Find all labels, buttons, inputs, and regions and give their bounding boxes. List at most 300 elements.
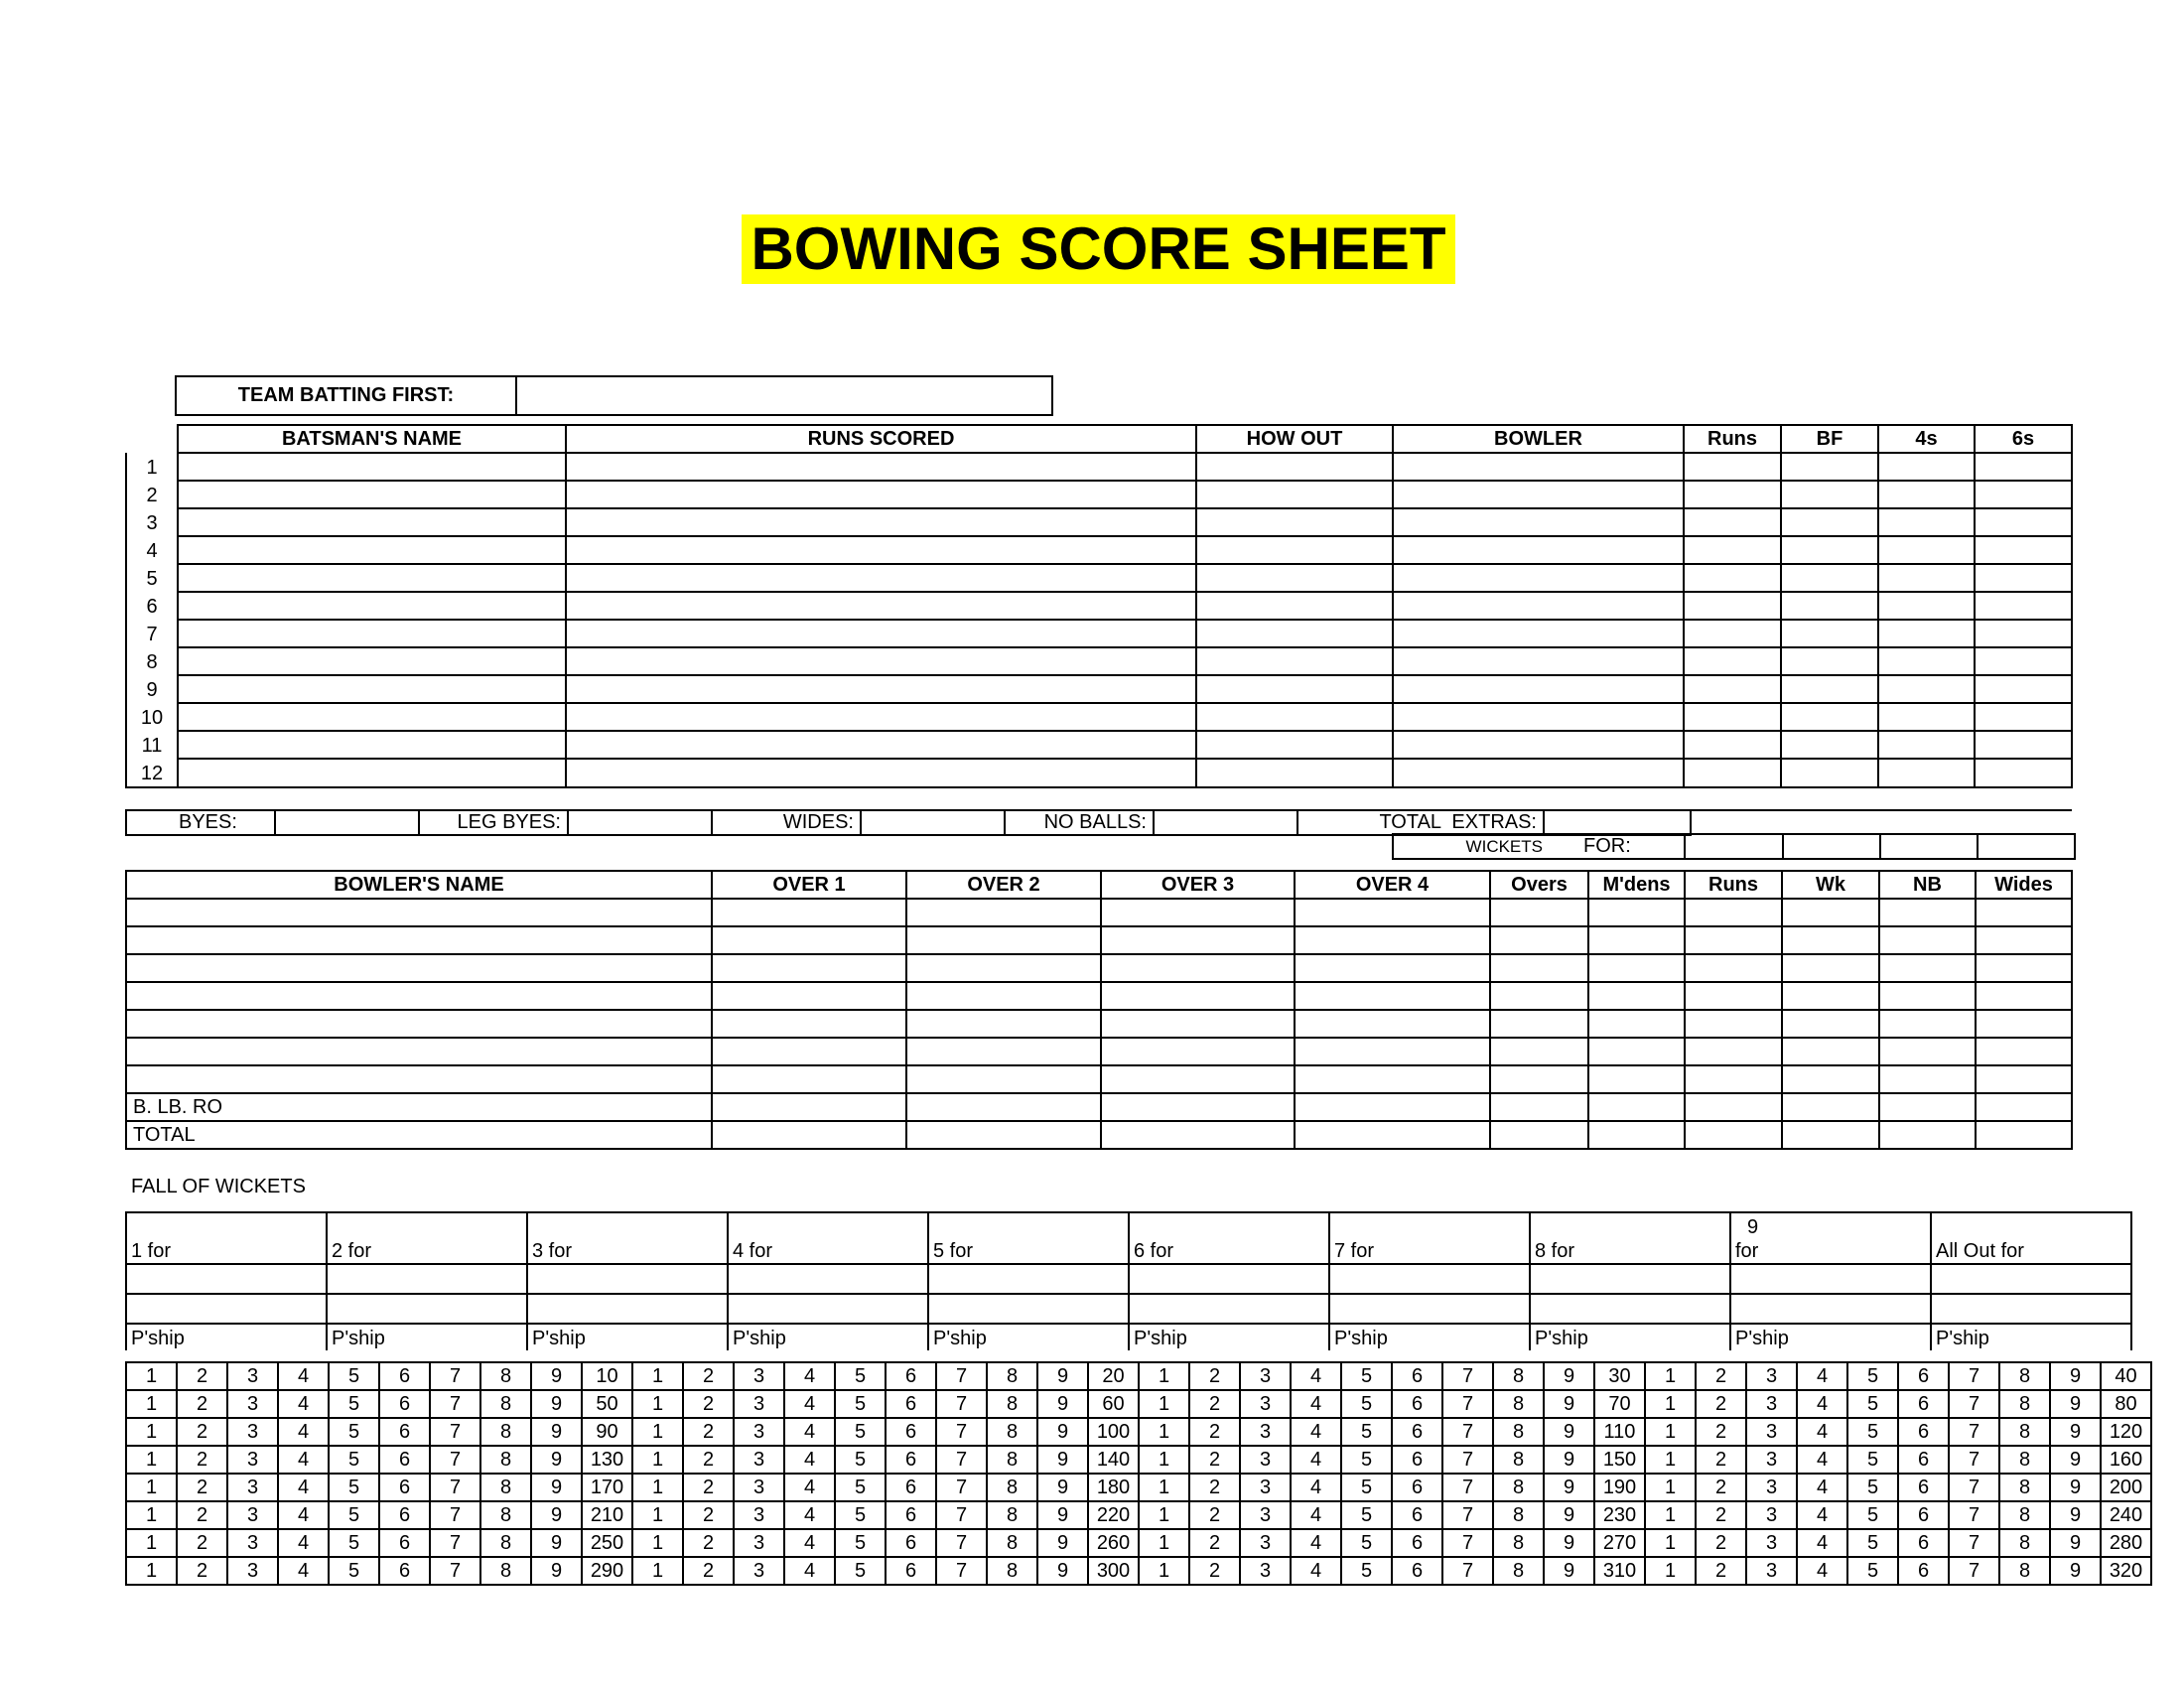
tally-cell[interactable]: 4 <box>278 1418 329 1446</box>
tally-cell[interactable]: 110 <box>1594 1418 1645 1446</box>
wickets-cell[interactable] <box>1782 1038 1879 1065</box>
tally-cell[interactable]: 3 <box>1746 1418 1797 1446</box>
runs-cell[interactable] <box>1684 536 1781 564</box>
tally-cell[interactable]: 3 <box>734 1529 784 1557</box>
tally-cell[interactable]: 4 <box>278 1362 329 1390</box>
tally-cell[interactable]: 2 <box>683 1501 734 1529</box>
tally-cell[interactable]: 7 <box>430 1362 480 1390</box>
runs-scored-cell[interactable] <box>566 647 1196 675</box>
no-balls-cell[interactable] <box>1879 954 1976 982</box>
tally-cell[interactable]: 5 <box>329 1557 379 1585</box>
tally-cell[interactable]: 9 <box>531 1529 582 1557</box>
batsman-name-cell[interactable] <box>178 647 566 675</box>
runs-cell[interactable] <box>1685 1065 1782 1093</box>
tally-cell[interactable]: 260 <box>1088 1529 1139 1557</box>
tally-cell[interactable]: 9 <box>1037 1529 1088 1557</box>
tally-cell[interactable]: 1 <box>1139 1529 1189 1557</box>
tally-cell[interactable]: 9 <box>2050 1362 2101 1390</box>
tally-cell[interactable]: 8 <box>987 1501 1037 1529</box>
tally-cell[interactable]: 5 <box>1341 1446 1392 1474</box>
tally-cell[interactable]: 7 <box>1442 1501 1493 1529</box>
how-out-cell[interactable] <box>1196 647 1393 675</box>
tally-cell[interactable]: 9 <box>1544 1390 1594 1418</box>
bowler-cell[interactable] <box>1393 675 1684 703</box>
fours-cell[interactable] <box>1878 731 1975 759</box>
tally-cell[interactable]: 9 <box>2050 1557 2101 1585</box>
tally-cell[interactable]: 5 <box>1847 1446 1898 1474</box>
tally-cell[interactable]: 3 <box>734 1557 784 1585</box>
tally-cell[interactable]: 7 <box>1949 1390 1999 1418</box>
tally-cell[interactable]: 5 <box>835 1446 886 1474</box>
tally-cell[interactable]: 6 <box>379 1418 430 1446</box>
bowler-name-cell[interactable] <box>126 926 712 954</box>
tally-cell[interactable]: 6 <box>1392 1529 1442 1557</box>
tally-cell[interactable]: 5 <box>1847 1362 1898 1390</box>
tally-cell[interactable]: 90 <box>582 1418 632 1446</box>
sixes-cell[interactable] <box>1975 592 2072 620</box>
no-balls-cell[interactable] <box>1879 1038 1976 1065</box>
tally-cell[interactable]: 1 <box>1139 1474 1189 1501</box>
fow-entry-cell[interactable] <box>1931 1264 2131 1294</box>
tally-cell[interactable]: 280 <box>2101 1529 2151 1557</box>
tally-cell[interactable]: 5 <box>1341 1501 1392 1529</box>
over-1-cell[interactable] <box>712 1038 906 1065</box>
tally-cell[interactable]: 2 <box>177 1418 227 1446</box>
tally-cell[interactable]: 4 <box>1797 1474 1847 1501</box>
maidens-cell[interactable] <box>1588 1121 1685 1149</box>
runs-cell[interactable] <box>1685 899 1782 926</box>
bowler-name-cell[interactable] <box>126 1065 712 1093</box>
tally-cell[interactable]: 1 <box>126 1474 177 1501</box>
tally-cell[interactable]: 8 <box>1999 1557 2050 1585</box>
tally-cell[interactable]: 8 <box>987 1529 1037 1557</box>
tally-cell[interactable]: 8 <box>480 1529 531 1557</box>
tally-cell[interactable]: 6 <box>1392 1557 1442 1585</box>
tally-cell[interactable]: 300 <box>1088 1557 1139 1585</box>
tally-cell[interactable]: 5 <box>1847 1529 1898 1557</box>
tally-cell[interactable]: 1 <box>632 1446 683 1474</box>
tally-cell[interactable]: 2 <box>683 1390 734 1418</box>
tally-cell[interactable]: 1 <box>1139 1557 1189 1585</box>
bowler-name-cell[interactable] <box>126 899 712 926</box>
tally-cell[interactable]: 3 <box>1746 1362 1797 1390</box>
no-balls-cell[interactable] <box>1879 1010 1976 1038</box>
tally-cell[interactable]: 9 <box>1037 1446 1088 1474</box>
tally-cell[interactable]: 2 <box>177 1362 227 1390</box>
total-extras-field[interactable] <box>1544 810 1691 835</box>
bf-cell[interactable] <box>1781 481 1878 508</box>
tally-cell[interactable]: 3 <box>227 1557 278 1585</box>
tally-cell[interactable]: 1 <box>632 1557 683 1585</box>
tally-cell[interactable]: 6 <box>1392 1474 1442 1501</box>
fow-entry-cell[interactable] <box>327 1294 527 1324</box>
tally-cell[interactable]: 6 <box>886 1390 936 1418</box>
sixes-cell[interactable] <box>1975 675 2072 703</box>
over-2-cell[interactable] <box>906 1038 1101 1065</box>
tally-cell[interactable]: 3 <box>227 1529 278 1557</box>
tally-cell[interactable]: 1 <box>126 1501 177 1529</box>
bowler-name-cell[interactable] <box>126 954 712 982</box>
batsman-name-cell[interactable] <box>178 675 566 703</box>
tally-cell[interactable]: 5 <box>835 1390 886 1418</box>
how-out-cell[interactable] <box>1196 703 1393 731</box>
fow-entry-cell[interactable] <box>928 1264 1129 1294</box>
tally-cell[interactable]: 9 <box>1544 1557 1594 1585</box>
tally-cell[interactable]: 5 <box>1847 1390 1898 1418</box>
overs-cell[interactable] <box>1490 1121 1588 1149</box>
tally-cell[interactable]: 6 <box>886 1474 936 1501</box>
tally-cell[interactable]: 8 <box>480 1474 531 1501</box>
wides-cell[interactable] <box>1976 982 2072 1010</box>
tally-cell[interactable]: 4 <box>1797 1390 1847 1418</box>
fow-entry-cell[interactable] <box>1730 1264 1931 1294</box>
over-4-cell[interactable] <box>1295 899 1490 926</box>
runs-cell[interactable] <box>1684 453 1781 481</box>
tally-cell[interactable]: 1 <box>1645 1529 1696 1557</box>
tally-cell[interactable]: 4 <box>784 1501 835 1529</box>
maidens-cell[interactable] <box>1588 1038 1685 1065</box>
over-2-cell[interactable] <box>906 899 1101 926</box>
tally-cell[interactable]: 7 <box>430 1529 480 1557</box>
tally-cell[interactable]: 2 <box>1696 1418 1746 1446</box>
wickets-bf-field[interactable] <box>1783 834 1880 859</box>
tally-cell[interactable]: 4 <box>1291 1418 1341 1446</box>
tally-cell[interactable]: 6 <box>886 1362 936 1390</box>
sixes-cell[interactable] <box>1975 508 2072 536</box>
overs-cell[interactable] <box>1490 899 1588 926</box>
tally-cell[interactable]: 20 <box>1088 1362 1139 1390</box>
wickets-cell[interactable] <box>1782 1121 1879 1149</box>
runs-scored-cell[interactable] <box>566 508 1196 536</box>
tally-cell[interactable]: 4 <box>1797 1529 1847 1557</box>
tally-cell[interactable]: 3 <box>1240 1390 1291 1418</box>
tally-cell[interactable]: 6 <box>1898 1390 1949 1418</box>
tally-cell[interactable]: 1 <box>126 1418 177 1446</box>
tally-cell[interactable]: 170 <box>582 1474 632 1501</box>
tally-cell[interactable]: 5 <box>329 1501 379 1529</box>
bf-cell[interactable] <box>1781 759 1878 787</box>
over-2-cell[interactable] <box>906 954 1101 982</box>
tally-cell[interactable]: 5 <box>1847 1418 1898 1446</box>
tally-cell[interactable]: 8 <box>987 1362 1037 1390</box>
bowler-cell[interactable] <box>1393 481 1684 508</box>
tally-cell[interactable]: 1 <box>632 1529 683 1557</box>
tally-cell[interactable]: 5 <box>835 1474 886 1501</box>
tally-cell[interactable]: 2 <box>1696 1390 1746 1418</box>
tally-cell[interactable]: 8 <box>1493 1418 1544 1446</box>
wides-cell[interactable] <box>1976 954 2072 982</box>
no-balls-cell[interactable] <box>1879 1121 1976 1149</box>
tally-cell[interactable]: 210 <box>582 1501 632 1529</box>
tally-cell[interactable]: 3 <box>1746 1446 1797 1474</box>
tally-cell[interactable]: 7 <box>1949 1446 1999 1474</box>
tally-cell[interactable]: 4 <box>1291 1446 1341 1474</box>
tally-cell[interactable]: 3 <box>1746 1390 1797 1418</box>
over-2-cell[interactable] <box>906 1121 1101 1149</box>
wides-cell[interactable] <box>1976 1038 2072 1065</box>
tally-cell[interactable]: 6 <box>1898 1362 1949 1390</box>
runs-scored-cell[interactable] <box>566 481 1196 508</box>
tally-cell[interactable]: 8 <box>1493 1529 1544 1557</box>
tally-cell[interactable]: 7 <box>936 1501 987 1529</box>
over-3-cell[interactable] <box>1101 982 1295 1010</box>
bf-cell[interactable] <box>1781 536 1878 564</box>
tally-cell[interactable]: 9 <box>531 1557 582 1585</box>
tally-cell[interactable]: 9 <box>1037 1474 1088 1501</box>
tally-cell[interactable]: 10 <box>582 1362 632 1390</box>
tally-cell[interactable]: 100 <box>1088 1418 1139 1446</box>
tally-cell[interactable]: 1 <box>1645 1474 1696 1501</box>
bf-cell[interactable] <box>1781 675 1878 703</box>
wickets-cell[interactable] <box>1782 926 1879 954</box>
team-batting-first-field[interactable] <box>516 376 1052 415</box>
over-2-cell[interactable] <box>906 926 1101 954</box>
fow-entry-cell[interactable] <box>1730 1294 1931 1324</box>
no-balls-cell[interactable] <box>1879 926 1976 954</box>
sixes-cell[interactable] <box>1975 481 2072 508</box>
bowler-cell[interactable] <box>1393 564 1684 592</box>
tally-cell[interactable]: 5 <box>1847 1557 1898 1585</box>
fow-entry-cell[interactable] <box>728 1264 928 1294</box>
wides-cell[interactable] <box>1976 899 2072 926</box>
runs-scored-cell[interactable] <box>566 731 1196 759</box>
wickets-cell[interactable] <box>1782 1065 1879 1093</box>
tally-cell[interactable]: 7 <box>936 1557 987 1585</box>
tally-cell[interactable]: 1 <box>632 1474 683 1501</box>
over-3-cell[interactable] <box>1101 1038 1295 1065</box>
tally-cell[interactable]: 2 <box>1189 1474 1240 1501</box>
tally-cell[interactable]: 6 <box>886 1557 936 1585</box>
byes-field[interactable] <box>275 810 419 835</box>
tally-cell[interactable]: 120 <box>2101 1418 2151 1446</box>
tally-cell[interactable]: 8 <box>480 1557 531 1585</box>
tally-cell[interactable]: 1 <box>1139 1362 1189 1390</box>
tally-cell[interactable]: 8 <box>987 1474 1037 1501</box>
tally-cell[interactable]: 6 <box>1898 1418 1949 1446</box>
tally-cell[interactable]: 3 <box>734 1362 784 1390</box>
tally-cell[interactable]: 4 <box>278 1446 329 1474</box>
tally-cell[interactable]: 9 <box>531 1501 582 1529</box>
tally-cell[interactable]: 6 <box>379 1446 430 1474</box>
tally-cell[interactable]: 7 <box>430 1557 480 1585</box>
tally-cell[interactable]: 9 <box>531 1446 582 1474</box>
tally-cell[interactable]: 4 <box>784 1418 835 1446</box>
how-out-cell[interactable] <box>1196 453 1393 481</box>
over-1-cell[interactable] <box>712 1010 906 1038</box>
overs-cell[interactable] <box>1490 1065 1588 1093</box>
tally-cell[interactable]: 3 <box>734 1474 784 1501</box>
fow-entry-cell[interactable] <box>1329 1294 1530 1324</box>
how-out-cell[interactable] <box>1196 675 1393 703</box>
over-4-cell[interactable] <box>1295 1121 1490 1149</box>
tally-cell[interactable]: 6 <box>1392 1362 1442 1390</box>
tally-cell[interactable]: 9 <box>531 1418 582 1446</box>
maidens-cell[interactable] <box>1588 982 1685 1010</box>
fow-entry-cell[interactable] <box>126 1264 327 1294</box>
tally-cell[interactable]: 6 <box>379 1362 430 1390</box>
tally-cell[interactable]: 6 <box>1898 1557 1949 1585</box>
batsman-name-cell[interactable] <box>178 536 566 564</box>
tally-cell[interactable]: 1 <box>126 1529 177 1557</box>
tally-cell[interactable]: 50 <box>582 1390 632 1418</box>
sixes-cell[interactable] <box>1975 731 2072 759</box>
tally-cell[interactable]: 7 <box>1949 1557 1999 1585</box>
runs-scored-cell[interactable] <box>566 759 1196 787</box>
tally-cell[interactable]: 5 <box>1341 1418 1392 1446</box>
no-balls-field[interactable] <box>1154 810 1297 835</box>
bowler-cell[interactable] <box>1393 592 1684 620</box>
tally-cell[interactable]: 7 <box>1442 1446 1493 1474</box>
tally-cell[interactable]: 3 <box>227 1390 278 1418</box>
bowler-cell[interactable] <box>1393 759 1684 787</box>
over-2-cell[interactable] <box>906 1065 1101 1093</box>
tally-cell[interactable]: 7 <box>1949 1529 1999 1557</box>
tally-cell[interactable]: 5 <box>329 1390 379 1418</box>
tally-cell[interactable]: 7 <box>1442 1390 1493 1418</box>
tally-cell[interactable]: 5 <box>1341 1390 1392 1418</box>
tally-cell[interactable]: 6 <box>379 1529 430 1557</box>
runs-cell[interactable] <box>1685 1121 1782 1149</box>
tally-cell[interactable]: 4 <box>278 1529 329 1557</box>
wickets-cell[interactable] <box>1782 1010 1879 1038</box>
tally-cell[interactable]: 3 <box>1240 1501 1291 1529</box>
batsman-name-cell[interactable] <box>178 731 566 759</box>
runs-scored-cell[interactable] <box>566 453 1196 481</box>
maidens-cell[interactable] <box>1588 1093 1685 1121</box>
over-3-cell[interactable] <box>1101 1065 1295 1093</box>
tally-cell[interactable]: 5 <box>1847 1501 1898 1529</box>
tally-cell[interactable]: 250 <box>582 1529 632 1557</box>
tally-cell[interactable]: 3 <box>1746 1474 1797 1501</box>
bf-cell[interactable] <box>1781 508 1878 536</box>
tally-cell[interactable]: 4 <box>278 1474 329 1501</box>
batsman-name-cell[interactable] <box>178 481 566 508</box>
over-4-cell[interactable] <box>1295 926 1490 954</box>
tally-cell[interactable]: 190 <box>1594 1474 1645 1501</box>
tally-cell[interactable]: 9 <box>531 1362 582 1390</box>
tally-cell[interactable]: 3 <box>1240 1362 1291 1390</box>
wides-cell[interactable] <box>1976 1065 2072 1093</box>
tally-cell[interactable]: 5 <box>835 1557 886 1585</box>
no-balls-cell[interactable] <box>1879 1093 1976 1121</box>
tally-cell[interactable]: 2 <box>683 1529 734 1557</box>
tally-cell[interactable]: 7 <box>1442 1529 1493 1557</box>
runs-scored-cell[interactable] <box>566 536 1196 564</box>
over-4-cell[interactable] <box>1295 1065 1490 1093</box>
fours-cell[interactable] <box>1878 703 1975 731</box>
tally-cell[interactable]: 6 <box>886 1446 936 1474</box>
tally-cell[interactable]: 30 <box>1594 1362 1645 1390</box>
how-out-cell[interactable] <box>1196 592 1393 620</box>
tally-cell[interactable]: 140 <box>1088 1446 1139 1474</box>
tally-cell[interactable]: 4 <box>1797 1418 1847 1446</box>
tally-cell[interactable]: 9 <box>1037 1557 1088 1585</box>
bowler-cell[interactable] <box>1393 647 1684 675</box>
tally-cell[interactable]: 9 <box>531 1390 582 1418</box>
sixes-cell[interactable] <box>1975 620 2072 647</box>
fow-entry-cell[interactable] <box>527 1264 728 1294</box>
tally-cell[interactable]: 320 <box>2101 1557 2151 1585</box>
tally-cell[interactable]: 4 <box>784 1446 835 1474</box>
tally-cell[interactable]: 7 <box>1442 1557 1493 1585</box>
tally-cell[interactable]: 8 <box>480 1501 531 1529</box>
tally-cell[interactable]: 180 <box>1088 1474 1139 1501</box>
runs-cell[interactable] <box>1685 1093 1782 1121</box>
tally-cell[interactable]: 5 <box>835 1501 886 1529</box>
sixes-cell[interactable] <box>1975 647 2072 675</box>
wides-field[interactable] <box>861 810 1005 835</box>
tally-cell[interactable]: 9 <box>1037 1418 1088 1446</box>
tally-cell[interactable]: 7 <box>1442 1474 1493 1501</box>
batsman-name-cell[interactable] <box>178 759 566 787</box>
tally-cell[interactable]: 8 <box>1493 1362 1544 1390</box>
tally-cell[interactable]: 2 <box>1189 1501 1240 1529</box>
no-balls-cell[interactable] <box>1879 899 1976 926</box>
tally-cell[interactable]: 2 <box>177 1474 227 1501</box>
tally-cell[interactable]: 1 <box>126 1362 177 1390</box>
over-1-cell[interactable] <box>712 899 906 926</box>
tally-cell[interactable]: 7 <box>430 1501 480 1529</box>
tally-cell[interactable]: 1 <box>126 1390 177 1418</box>
tally-cell[interactable]: 4 <box>1797 1446 1847 1474</box>
tally-cell[interactable]: 4 <box>1291 1474 1341 1501</box>
fours-cell[interactable] <box>1878 564 1975 592</box>
overs-cell[interactable] <box>1490 1093 1588 1121</box>
fours-cell[interactable] <box>1878 759 1975 787</box>
batsman-name-cell[interactable] <box>178 703 566 731</box>
wides-cell[interactable] <box>1976 1010 2072 1038</box>
tally-cell[interactable]: 6 <box>379 1390 430 1418</box>
bowler-cell[interactable] <box>1393 536 1684 564</box>
bowler-name-cell[interactable] <box>126 982 712 1010</box>
tally-cell[interactable]: 4 <box>1797 1501 1847 1529</box>
tally-cell[interactable]: 1 <box>1645 1501 1696 1529</box>
overs-cell[interactable] <box>1490 926 1588 954</box>
tally-cell[interactable]: 2 <box>1189 1418 1240 1446</box>
tally-cell[interactable]: 4 <box>1291 1362 1341 1390</box>
tally-cell[interactable]: 2 <box>1189 1390 1240 1418</box>
fours-cell[interactable] <box>1878 675 1975 703</box>
tally-cell[interactable]: 4 <box>1291 1529 1341 1557</box>
fow-entry-cell[interactable] <box>527 1294 728 1324</box>
fow-entry-cell[interactable] <box>1931 1294 2131 1324</box>
tally-cell[interactable]: 9 <box>2050 1418 2101 1446</box>
wickets-cell[interactable] <box>1782 899 1879 926</box>
tally-cell[interactable]: 60 <box>1088 1390 1139 1418</box>
wickets-runs-field[interactable] <box>1685 834 1783 859</box>
bowler-cell[interactable] <box>1393 731 1684 759</box>
over-4-cell[interactable] <box>1295 1093 1490 1121</box>
how-out-cell[interactable] <box>1196 759 1393 787</box>
tally-cell[interactable]: 4 <box>784 1529 835 1557</box>
batsman-name-cell[interactable] <box>178 453 566 481</box>
tally-cell[interactable]: 3 <box>227 1474 278 1501</box>
tally-cell[interactable]: 9 <box>1544 1362 1594 1390</box>
tally-cell[interactable]: 1 <box>1645 1557 1696 1585</box>
wickets-4s-field[interactable] <box>1880 834 1978 859</box>
over-3-cell[interactable] <box>1101 1093 1295 1121</box>
how-out-cell[interactable] <box>1196 481 1393 508</box>
tally-cell[interactable]: 2 <box>683 1557 734 1585</box>
bowler-cell[interactable] <box>1393 703 1684 731</box>
tally-cell[interactable]: 8 <box>480 1390 531 1418</box>
tally-cell[interactable]: 8 <box>1999 1474 2050 1501</box>
tally-cell[interactable]: 4 <box>1291 1390 1341 1418</box>
over-3-cell[interactable] <box>1101 954 1295 982</box>
tally-cell[interactable]: 6 <box>1392 1501 1442 1529</box>
tally-cell[interactable]: 6 <box>1392 1446 1442 1474</box>
tally-cell[interactable]: 8 <box>480 1446 531 1474</box>
